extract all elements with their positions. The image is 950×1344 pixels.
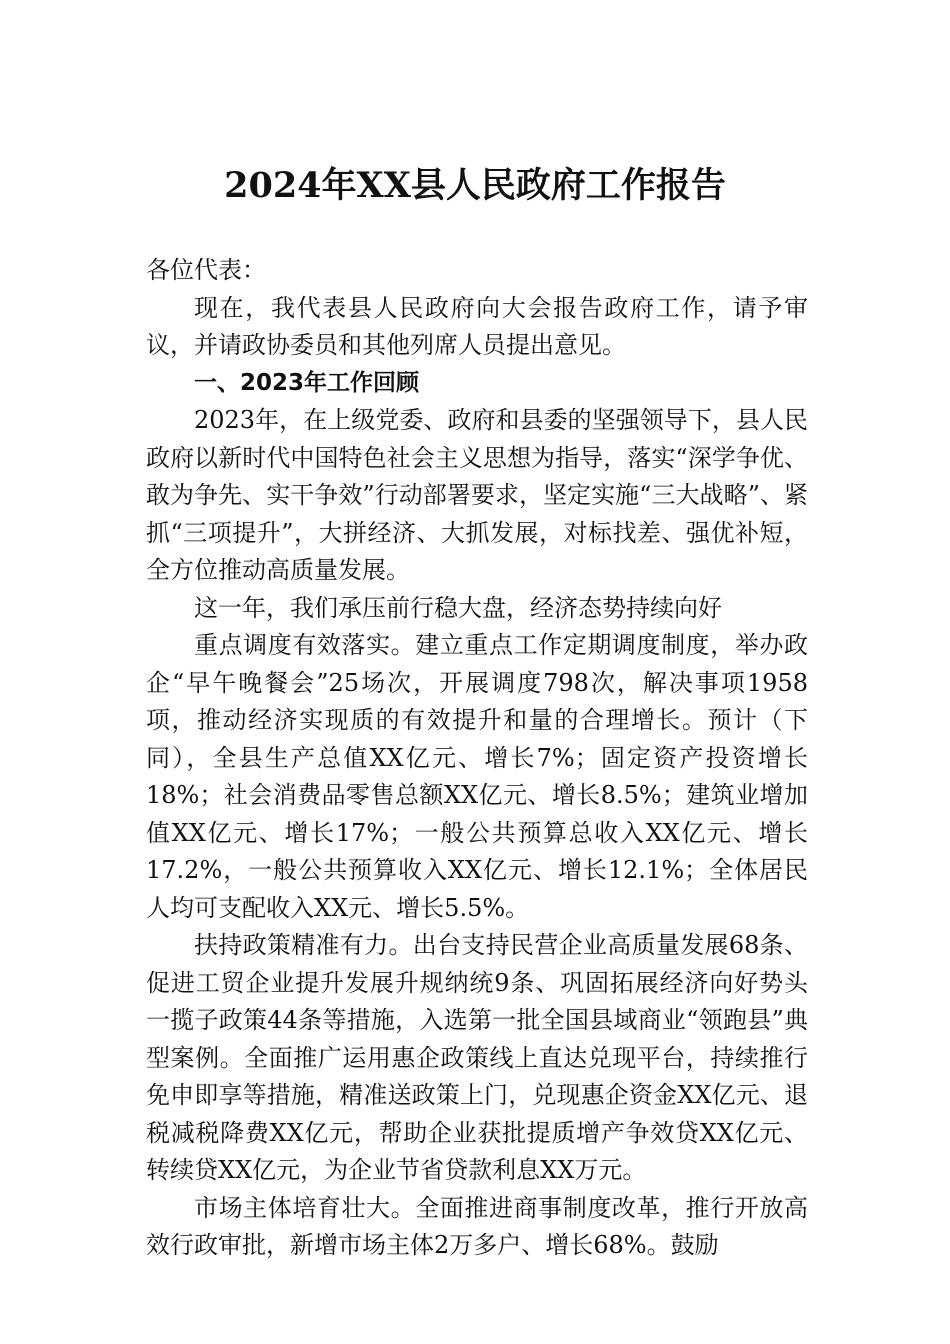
paragraph-policy: 扶持政策精准有力。出台支持民营企业高质量发展68条、促进工贸企业提升发展升规纳统9条、巩固拓展经济向好势头一揽子政策44条等措施，入选第一批全国县域商业“领跑县”典型案例。全面推广运用惠企政策线上直达兑现平台，持续推行免申即享等措施，精准送政策上门，兑现惠企资金XX亿元、退税减税降费XX亿元，帮助企业获批提质增产争效贷XX亿元、转续贷XX亿元，为企业节省贷款利息XX万元。 bbox=[146, 931, 808, 1184]
paragraph-scheduling: 重点调度有效落实。建立重点工作定期调度制度，举办政企“早午晚餐会”25场次，开展调度798次，解决事项1958项，推动经济实现质的有效提升和量的合理增长。预计（下同），全县生产总值XX亿元、增长7%；固定资产投资增长18%；社会消费品零售总额XX亿元、增长8.5%；建筑业增加值XX亿元、增长17%；一般公共预算总收入XX亿元、增长17.2%，一般公共预算收入XX亿元、增长12.1%；全体居民人均可支配收入XX元、增长5.5%。 bbox=[146, 631, 808, 922]
document-body bbox=[146, 252, 808, 1265]
salutation: 各位代表： bbox=[146, 256, 266, 284]
paragraph-subheading: 这一年，我们承压前行稳大盘，经济态势持续向好 bbox=[194, 593, 722, 622]
document-title: 2024年XX县人民政府工作报告 bbox=[224, 165, 726, 206]
section-heading: 一、2023年工作回顾 bbox=[194, 369, 420, 396]
paragraph-overview: 2023年，在上级党委、政府和县委的坚强领导下，县人民政府以新时代中国特色社会主义思想为指导，落实“深学争优、敢为争先、实干争效”行动部署要求，坚定实施“三大战略”、紧抓“三项提升”，大拼经济、大抓发展，对标找差、强优补短，全方位推动高质量发展。 bbox=[146, 406, 808, 584]
paragraph-intro: 现在，我代表县人民政府向大会报告政府工作，请予审议，并请政协委员和其他列席人员提出意见。 bbox=[146, 293, 808, 359]
paragraph-market: 市场主体培育壮大。全面推进商事制度改革，推行开放高效行政审批，新增市场主体2万多户、增长68%。鼓励 bbox=[146, 1193, 808, 1259]
